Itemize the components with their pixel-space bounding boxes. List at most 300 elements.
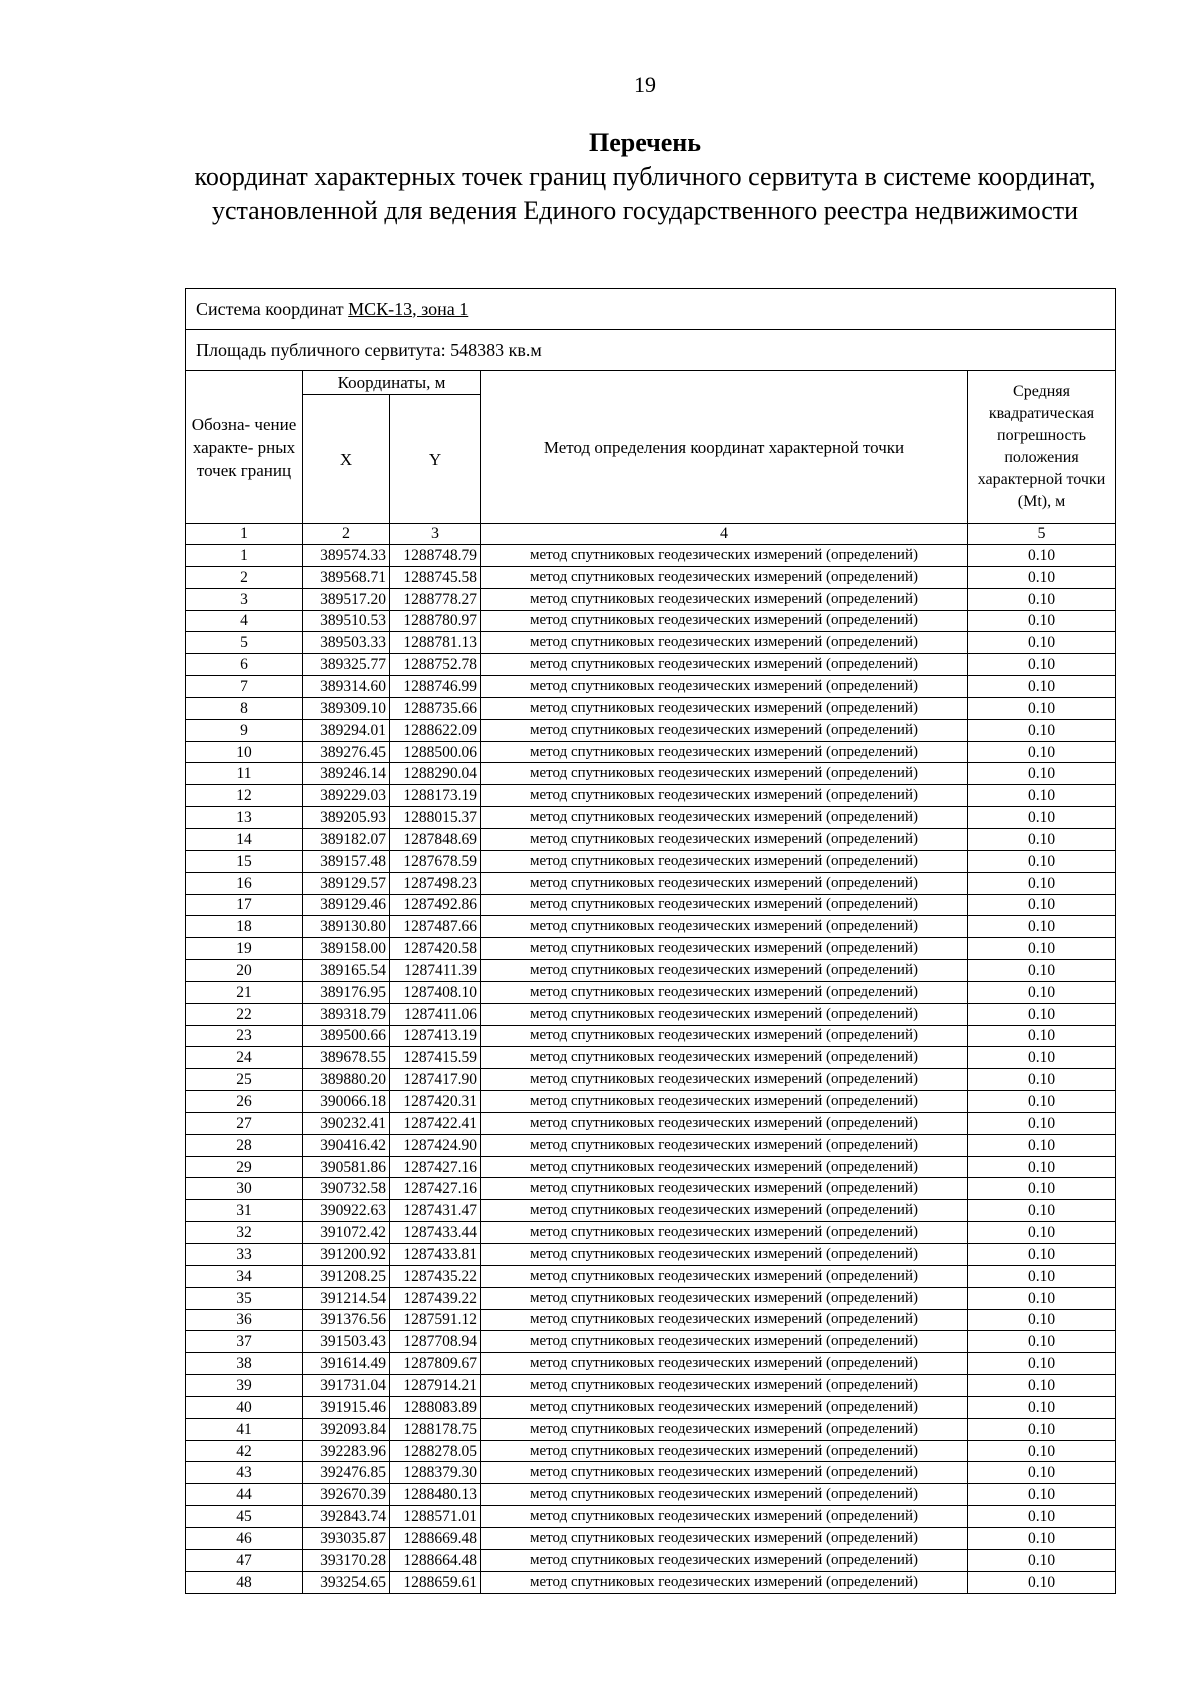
point-id-cell: 8 [186,697,303,719]
point-id-cell: 36 [186,1309,303,1331]
method-cell: метод спутниковых геодезических измерений (определений) [481,1418,968,1440]
x-coordinate-cell: 393170.28 [303,1549,390,1571]
y-coordinate-cell: 1288745.58 [390,566,481,588]
table-row [186,1178,1116,1200]
y-coordinate-cell: 1287424.90 [390,1134,481,1156]
method-cell: метод спутниковых геодезических измерений (определений) [481,807,968,829]
y-coordinate-cell: 1288571.01 [390,1506,481,1528]
table-row [186,1156,1116,1178]
method-cell: метод спутниковых геодезических измерений (определений) [481,566,968,588]
table-row [186,785,1116,807]
error-cell: 0.10 [968,1527,1116,1549]
method-cell: метод спутниковых геодезических измерений (определений) [481,1331,968,1353]
method-cell: метод спутниковых геодезических измерений (определений) [481,1440,968,1462]
error-cell: 0.10 [968,566,1116,588]
method-cell: метод спутниковых геодезических измерений (определений) [481,1462,968,1484]
x-coordinate-cell: 392670.39 [303,1484,390,1506]
table-row [186,1112,1116,1134]
method-cell: метод спутниковых геодезических измерений (определений) [481,1156,968,1178]
error-cell: 0.10 [968,1440,1116,1462]
x-coordinate-cell: 392843.74 [303,1506,390,1528]
error-cell: 0.10 [968,1396,1116,1418]
point-id-cell: 10 [186,741,303,763]
x-coordinate-cell: 389880.20 [303,1069,390,1091]
area-cell: Площадь публичного сервитута: 548383 кв.м [186,330,1116,371]
point-id-cell: 9 [186,719,303,741]
table-row [186,610,1116,632]
method-cell: метод спутниковых геодезических измерений (определений) [481,676,968,698]
point-id-cell: 31 [186,1200,303,1222]
method-cell: метод спутниковых геодезических измерений (определений) [481,960,968,982]
table-row [186,632,1116,654]
x-coordinate-cell: 389318.79 [303,1003,390,1025]
table-row [186,1462,1116,1484]
error-cell: 0.10 [968,1025,1116,1047]
table-row [186,1134,1116,1156]
error-cell: 0.10 [968,1244,1116,1266]
x-coordinate-cell: 390416.42 [303,1134,390,1156]
method-cell: метод спутниковых геодезических измерений (определений) [481,654,968,676]
page-number: 19 [634,72,656,97]
point-id-cell: 17 [186,894,303,916]
table-row [186,697,1116,719]
table-row [186,1222,1116,1244]
method-cell: метод спутниковых геодезических измерений (определений) [481,828,968,850]
table-row [186,1375,1116,1397]
x-coordinate-cell: 390732.58 [303,1178,390,1200]
y-coordinate-cell: 1287678.59 [390,850,481,872]
method-cell: метод спутниковых геодезических измерений (определений) [481,1200,968,1222]
y-coordinate-cell: 1288664.48 [390,1549,481,1571]
column-number: 1 [186,524,303,545]
method-cell: метод спутниковых геодезических измерений (определений) [481,1527,968,1549]
error-cell: 0.10 [968,697,1116,719]
x-coordinate-cell: 389165.54 [303,960,390,982]
y-coordinate-cell: 1287411.06 [390,1003,481,1025]
y-coordinate-cell: 1287492.86 [390,894,481,916]
table-row [186,960,1116,982]
error-cell: 0.10 [968,1309,1116,1331]
method-cell: метод спутниковых геодезических измерений (определений) [481,1047,968,1069]
method-cell: метод спутниковых геодезических измерений (определений) [481,1549,968,1571]
y-coordinate-cell: 1287439.22 [390,1287,481,1309]
y-coordinate-cell: 1288290.04 [390,763,481,785]
method-cell: метод спутниковых геодезических измерений (определений) [481,1069,968,1091]
x-coordinate-cell: 389503.33 [303,632,390,654]
error-cell: 0.10 [968,719,1116,741]
table-row [186,545,1116,567]
y-coordinate-cell: 1288015.37 [390,807,481,829]
point-id-cell: 18 [186,916,303,938]
point-id-cell: 11 [186,763,303,785]
error-cell: 0.10 [968,1506,1116,1528]
point-id-cell: 41 [186,1418,303,1440]
point-id-cell: 23 [186,1025,303,1047]
method-cell: метод спутниковых геодезических измерений (определений) [481,1265,968,1287]
x-coordinate-cell: 390232.41 [303,1112,390,1134]
method-cell: метод спутниковых геодезических измерений (определений) [481,697,968,719]
x-coordinate-cell: 392283.96 [303,1440,390,1462]
y-coordinate-cell: 1288083.89 [390,1396,481,1418]
point-id-cell: 43 [186,1462,303,1484]
y-coordinate-cell: 1288780.97 [390,610,481,632]
x-coordinate-cell: 389517.20 [303,588,390,610]
x-coordinate-cell: 389130.80 [303,916,390,938]
y-coordinate-cell: 1288748.79 [390,545,481,567]
point-id-cell: 12 [186,785,303,807]
y-coordinate-cell: 1288746.99 [390,676,481,698]
error-cell: 0.10 [968,1462,1116,1484]
point-id-cell: 29 [186,1156,303,1178]
error-cell: 0.10 [968,676,1116,698]
error-cell: 0.10 [968,1134,1116,1156]
y-coordinate-cell: 1287431.47 [390,1200,481,1222]
error-cell: 0.10 [968,1112,1116,1134]
x-coordinate-cell: 391731.04 [303,1375,390,1397]
y-coordinate-cell: 1288669.48 [390,1527,481,1549]
x-coordinate-cell: 393035.87 [303,1527,390,1549]
method-cell: метод спутниковых геодезических измерений (определений) [481,1025,968,1047]
y-coordinate-cell: 1287591.12 [390,1309,481,1331]
error-cell: 0.10 [968,1331,1116,1353]
point-id-cell: 19 [186,938,303,960]
table-row [186,1484,1116,1506]
x-coordinate-cell: 392476.85 [303,1462,390,1484]
error-cell: 0.10 [968,1200,1116,1222]
method-cell: метод спутниковых геодезических измерений (определений) [481,981,968,1003]
y-coordinate-cell: 1288379.30 [390,1462,481,1484]
point-id-cell: 22 [186,1003,303,1025]
table-row [186,916,1116,938]
table-row [186,566,1116,588]
method-cell: метод спутниковых геодезических измерений (определений) [481,545,968,567]
method-cell: метод спутниковых геодезических измерений (определений) [481,1353,968,1375]
y-coordinate-cell: 1287433.81 [390,1244,481,1266]
x-coordinate-cell: 390922.63 [303,1200,390,1222]
y-coordinate-cell: 1287708.94 [390,1331,481,1353]
error-cell: 0.10 [968,1287,1116,1309]
point-id-cell: 30 [186,1178,303,1200]
error-cell: 0.10 [968,916,1116,938]
error-cell: 0.10 [968,1003,1116,1025]
point-id-cell: 44 [186,1484,303,1506]
y-coordinate-cell: 1288622.09 [390,719,481,741]
error-cell: 0.10 [968,1091,1116,1113]
point-id-cell: 47 [186,1549,303,1571]
header-x: X [303,395,390,524]
table-row [186,1353,1116,1375]
x-coordinate-cell: 390066.18 [303,1091,390,1113]
table-row [186,1527,1116,1549]
method-cell: метод спутниковых геодезических измерений (определений) [481,1112,968,1134]
y-coordinate-cell: 1288659.61 [390,1571,481,1593]
table-row [186,828,1116,850]
method-cell: метод спутниковых геодезических измерений (определений) [481,610,968,632]
x-coordinate-cell: 389309.10 [303,697,390,719]
error-cell: 0.10 [968,894,1116,916]
x-coordinate-cell: 389205.93 [303,807,390,829]
point-id-cell: 15 [186,850,303,872]
point-id-cell: 24 [186,1047,303,1069]
table-row [186,1506,1116,1528]
column-number: 2 [303,524,390,545]
method-cell: метод спутниковых геодезических измерений (определений) [481,1309,968,1331]
method-cell: метод спутниковых геодезических измерений (определений) [481,1484,968,1506]
method-cell: метод спутниковых геодезических измерений (определений) [481,1134,968,1156]
y-coordinate-cell: 1287422.41 [390,1112,481,1134]
point-id-cell: 35 [186,1287,303,1309]
point-id-cell: 33 [186,1244,303,1266]
x-coordinate-cell: 391200.92 [303,1244,390,1266]
point-id-cell: 25 [186,1069,303,1091]
point-id-cell: 39 [186,1375,303,1397]
point-id-cell: 4 [186,610,303,632]
y-coordinate-cell: 1288173.19 [390,785,481,807]
x-coordinate-cell: 389568.71 [303,566,390,588]
table-row [186,1440,1116,1462]
x-coordinate-cell: 391072.42 [303,1222,390,1244]
method-cell: метод спутниковых геодезических измерений (определений) [481,719,968,741]
method-cell: метод спутниковых геодезических измерений (определений) [481,785,968,807]
error-cell: 0.10 [968,960,1116,982]
y-coordinate-cell: 1287498.23 [390,872,481,894]
error-cell: 0.10 [968,1178,1116,1200]
x-coordinate-cell: 389500.66 [303,1025,390,1047]
table-row [186,719,1116,741]
error-cell: 0.10 [968,545,1116,567]
table-row [186,1309,1116,1331]
error-cell: 0.10 [968,654,1116,676]
method-cell: метод спутниковых геодезических измерений (определений) [481,872,968,894]
method-cell: метод спутниковых геодезических измерений (определений) [481,588,968,610]
table-row [186,588,1116,610]
y-coordinate-cell: 1288278.05 [390,1440,481,1462]
x-coordinate-cell: 391614.49 [303,1353,390,1375]
document-title: Перечень [588,128,702,157]
header-coords: Координаты, м [303,371,481,395]
point-id-cell: 13 [186,807,303,829]
coordinate-system-cell [186,289,1116,330]
x-coordinate-cell: 389276.45 [303,741,390,763]
table-row [186,1571,1116,1593]
x-coordinate-cell: 389678.55 [303,1047,390,1069]
method-cell: метод спутниковых геодезических измерений (определений) [481,1396,968,1418]
x-coordinate-cell: 391503.43 [303,1331,390,1353]
table-row [186,981,1116,1003]
point-id-cell: 5 [186,632,303,654]
x-coordinate-cell: 389314.60 [303,676,390,698]
error-cell: 0.10 [968,1549,1116,1571]
y-coordinate-cell: 1287411.39 [390,960,481,982]
method-cell: метод спутниковых геодезических измерений (определений) [481,763,968,785]
error-cell: 0.10 [968,1069,1116,1091]
x-coordinate-cell: 389325.77 [303,654,390,676]
point-id-cell: 3 [186,588,303,610]
table-row [186,1265,1116,1287]
x-coordinate-cell: 389158.00 [303,938,390,960]
x-coordinate-cell: 391208.25 [303,1265,390,1287]
error-cell: 0.10 [968,1353,1116,1375]
error-cell: 0.10 [968,981,1116,1003]
document-subtitle: координат характерных точек границ публичного сервитута в системе координат, установленной для ведения Единого государственного реестра недвижимости [194,162,1096,225]
x-coordinate-cell: 389246.14 [303,763,390,785]
error-cell: 0.10 [968,763,1116,785]
point-id-cell: 46 [186,1527,303,1549]
table-row [186,1418,1116,1440]
x-coordinate-cell: 389229.03 [303,785,390,807]
point-id-cell: 37 [186,1331,303,1353]
y-coordinate-cell: 1288781.13 [390,632,481,654]
y-coordinate-cell: 1287914.21 [390,1375,481,1397]
method-cell: метод спутниковых геодезических измерений (определений) [481,1287,968,1309]
error-cell: 0.10 [968,1265,1116,1287]
x-coordinate-cell: 389157.48 [303,850,390,872]
table-row [186,676,1116,698]
point-id-cell: 34 [186,1265,303,1287]
error-cell: 0.10 [968,938,1116,960]
table-row [186,1025,1116,1047]
y-coordinate-cell: 1287433.44 [390,1222,481,1244]
x-coordinate-cell: 389176.95 [303,981,390,1003]
method-cell: метод спутниковых геодезических измерений (определений) [481,1091,968,1113]
point-id-cell: 20 [186,960,303,982]
x-coordinate-cell: 389574.33 [303,545,390,567]
error-cell: 0.10 [968,741,1116,763]
column-number-row [186,524,1116,545]
error-cell: 0.10 [968,610,1116,632]
point-id-cell: 6 [186,654,303,676]
table-row [186,894,1116,916]
x-coordinate-cell: 391214.54 [303,1287,390,1309]
x-coordinate-cell: 392093.84 [303,1418,390,1440]
y-coordinate-cell: 1287487.66 [390,916,481,938]
y-coordinate-cell: 1287417.90 [390,1069,481,1091]
table-row [186,1549,1116,1571]
y-coordinate-cell: 1287408.10 [390,981,481,1003]
table-row [186,850,1116,872]
method-cell: метод спутниковых геодезических измерений (определений) [481,1178,968,1200]
point-id-cell: 42 [186,1440,303,1462]
table-row [186,1047,1116,1069]
error-cell: 0.10 [968,1375,1116,1397]
table-row [186,1003,1116,1025]
method-cell: метод спутниковых геодезических измерений (определений) [481,1244,968,1266]
point-id-cell: 21 [186,981,303,1003]
y-coordinate-cell: 1288778.27 [390,588,481,610]
x-coordinate-cell: 389182.07 [303,828,390,850]
table-row [186,1331,1116,1353]
table-row [186,741,1116,763]
point-id-cell: 1 [186,545,303,567]
y-coordinate-cell: 1287427.16 [390,1156,481,1178]
error-cell: 0.10 [968,807,1116,829]
table-row [186,1396,1116,1418]
error-cell: 0.10 [968,1222,1116,1244]
error-cell: 0.10 [968,1418,1116,1440]
method-cell: метод спутниковых геодезических измерений (определений) [481,1222,968,1244]
header-y: Y [390,395,481,524]
error-cell: 0.10 [968,828,1116,850]
coordinate-system-label: Система координат [196,298,344,319]
y-coordinate-cell: 1288752.78 [390,654,481,676]
error-cell: 0.10 [968,588,1116,610]
table-row [186,654,1116,676]
x-coordinate-cell: 390581.86 [303,1156,390,1178]
x-coordinate-cell: 389129.46 [303,894,390,916]
y-coordinate-cell: 1287427.16 [390,1178,481,1200]
x-coordinate-cell: 389510.53 [303,610,390,632]
table-row [186,938,1116,960]
coordinates-table [185,288,1116,1594]
header-point: Обозна- чение характе- рных точек границ [186,371,303,524]
error-cell: 0.10 [968,632,1116,654]
y-coordinate-cell: 1287420.58 [390,938,481,960]
table-row [186,1091,1116,1113]
method-cell: метод спутниковых геодезических измерений (определений) [481,916,968,938]
y-coordinate-cell: 1288500.06 [390,741,481,763]
method-cell: метод спутниковых геодезических измерений (определений) [481,1375,968,1397]
method-cell: метод спутниковых геодезических измерений (определений) [481,1506,968,1528]
table-row [186,763,1116,785]
x-coordinate-cell: 391915.46 [303,1396,390,1418]
point-id-cell: 32 [186,1222,303,1244]
y-coordinate-cell: 1287420.31 [390,1091,481,1113]
error-cell: 0.10 [968,1484,1116,1506]
x-coordinate-cell: 393254.65 [303,1571,390,1593]
header-error: Средняя квадратическая погрешность положения характерной точки (Mt), м [968,371,1116,524]
error-cell: 0.10 [968,1047,1116,1069]
y-coordinate-cell: 1287848.69 [390,828,481,850]
table-row [186,872,1116,894]
method-cell: метод спутниковых геодезических измерений (определений) [481,938,968,960]
point-id-cell: 7 [186,676,303,698]
error-cell: 0.10 [968,1571,1116,1593]
method-cell: метод спутниковых геодезических измерений (определений) [481,1571,968,1593]
column-number: 5 [968,524,1116,545]
error-cell: 0.10 [968,785,1116,807]
error-cell: 0.10 [968,1156,1116,1178]
y-coordinate-cell: 1287809.67 [390,1353,481,1375]
table-row [186,1200,1116,1222]
method-cell: метод спутниковых геодезических измерений (определений) [481,1003,968,1025]
point-id-cell: 38 [186,1353,303,1375]
y-coordinate-cell: 1287435.22 [390,1265,481,1287]
table-row [186,807,1116,829]
point-id-cell: 2 [186,566,303,588]
method-cell: метод спутниковых геодезических измерений (определений) [481,741,968,763]
column-number: 4 [481,524,968,545]
error-cell: 0.10 [968,850,1116,872]
y-coordinate-cell: 1288178.75 [390,1418,481,1440]
table-row [186,1244,1116,1266]
point-id-cell: 26 [186,1091,303,1113]
point-id-cell: 48 [186,1571,303,1593]
y-coordinate-cell: 1287415.59 [390,1047,481,1069]
x-coordinate-cell: 389294.01 [303,719,390,741]
x-coordinate-cell: 389129.57 [303,872,390,894]
point-id-cell: 27 [186,1112,303,1134]
x-coordinate-cell: 391376.56 [303,1309,390,1331]
table-row [186,1069,1116,1091]
header-method: Метод определения координат характерной точки [481,371,968,524]
y-coordinate-cell: 1288480.13 [390,1484,481,1506]
y-coordinate-cell: 1288735.66 [390,697,481,719]
method-cell: метод спутниковых геодезических измерений (определений) [481,850,968,872]
point-id-cell: 16 [186,872,303,894]
coordinate-system-value: МСК-13, зона 1 [348,298,469,319]
method-cell: метод спутниковых геодезических измерений (определений) [481,632,968,654]
point-id-cell: 28 [186,1134,303,1156]
